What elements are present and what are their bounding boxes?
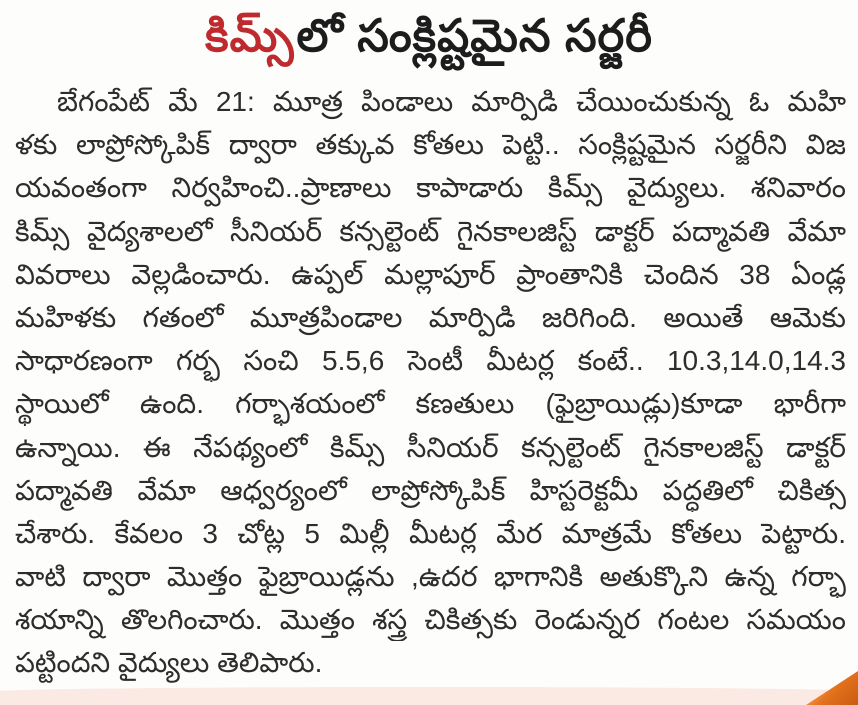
bottom-band-decoration — [0, 687, 858, 705]
article-line: వాటి ద్వారా మొత్తం ఫైబ్రాయిడ్లను ,ఉదర భాగానికి అతుక్కొని ఉన్న గర్భా — [15, 561, 846, 593]
article-line: పద్మావతి వేమా ఆధ్వర్యంలో లాప్రోస్కోపిక్ హిస్టరెక్టమీ పద్ధతిలో చికిత్స — [15, 474, 846, 506]
article-line: స్థాయిలో ఉంది. గర్భాశయంలో కణతులు (ఫైబ్రాయిడ్లు)కూడా భారీగా — [15, 388, 846, 420]
article-line: బేగంపేట్ మే 21: మూత్ర పిండాలు మార్పిడి చేయించుకున్న ఓ మహి — [57, 86, 846, 117]
headline-rest-text: లో సంక్లిష్టమైన సర్జరీ — [296, 10, 653, 61]
article-line: శయాన్ని తొలగించారు. మొత్తం శస్త్ర చికిత్సకు రెండున్నర గంటల సమయం — [15, 604, 846, 636]
article-line: వివరాలు వెల్లడించారు. ఉప్పల్ మల్లాపూర్ ప్రాంతానికి చెందిన 38 ఏండ్ల — [15, 258, 846, 290]
article-line: సాధారణంగా గర్భ సంచి 5.5,6 సెంటీ మీటర్ల కంటే.. 10.3,14.0,14.3 — [15, 345, 846, 377]
article-body — [15, 80, 846, 685]
article-line: పట్టిందని వైద్యులు తెలిపారు. — [15, 647, 323, 679]
article-line: ళకు లాప్రోస్కోపిక్ ద్వారా తక్కువ కోతలు పెట్టి.. సంక్లిష్టమైన సర్జరీని విజ — [15, 129, 846, 161]
article-line: ఉన్నాయి. ఈ నేపథ్యంలో కిమ్స్ సీనియర్ కన్సల్టెంట్ గైనకాలజిస్ట్ డాక్టర్ — [15, 431, 846, 463]
article-line: చేశారు. కేవలం 3 చోట్ల 5 మిల్లీ మీటర్ల మేర మాత్రమే కోతలు పెట్టారు. — [15, 517, 846, 549]
article-line: కిమ్స్ వైద్యశాలలో సీనియర్ కన్సల్టెంట్ గైనకాలజిస్ట్ డాక్టర్ పద్మావతి వేమా — [15, 215, 846, 247]
article-headline — [0, 0, 858, 70]
headline-highlight-word: కిమ్స్ — [205, 10, 295, 61]
article-line: యవంతంగా నిర్వహించి..ప్రాణాలు కాపాడారు కిమ్స్ వైద్యులు. శనివారం — [15, 172, 846, 204]
article-line: మహిళకు గతంలో మూత్రపిండాల మార్పిడి జరిగింది. అయితే ఆమెకు — [15, 301, 846, 333]
